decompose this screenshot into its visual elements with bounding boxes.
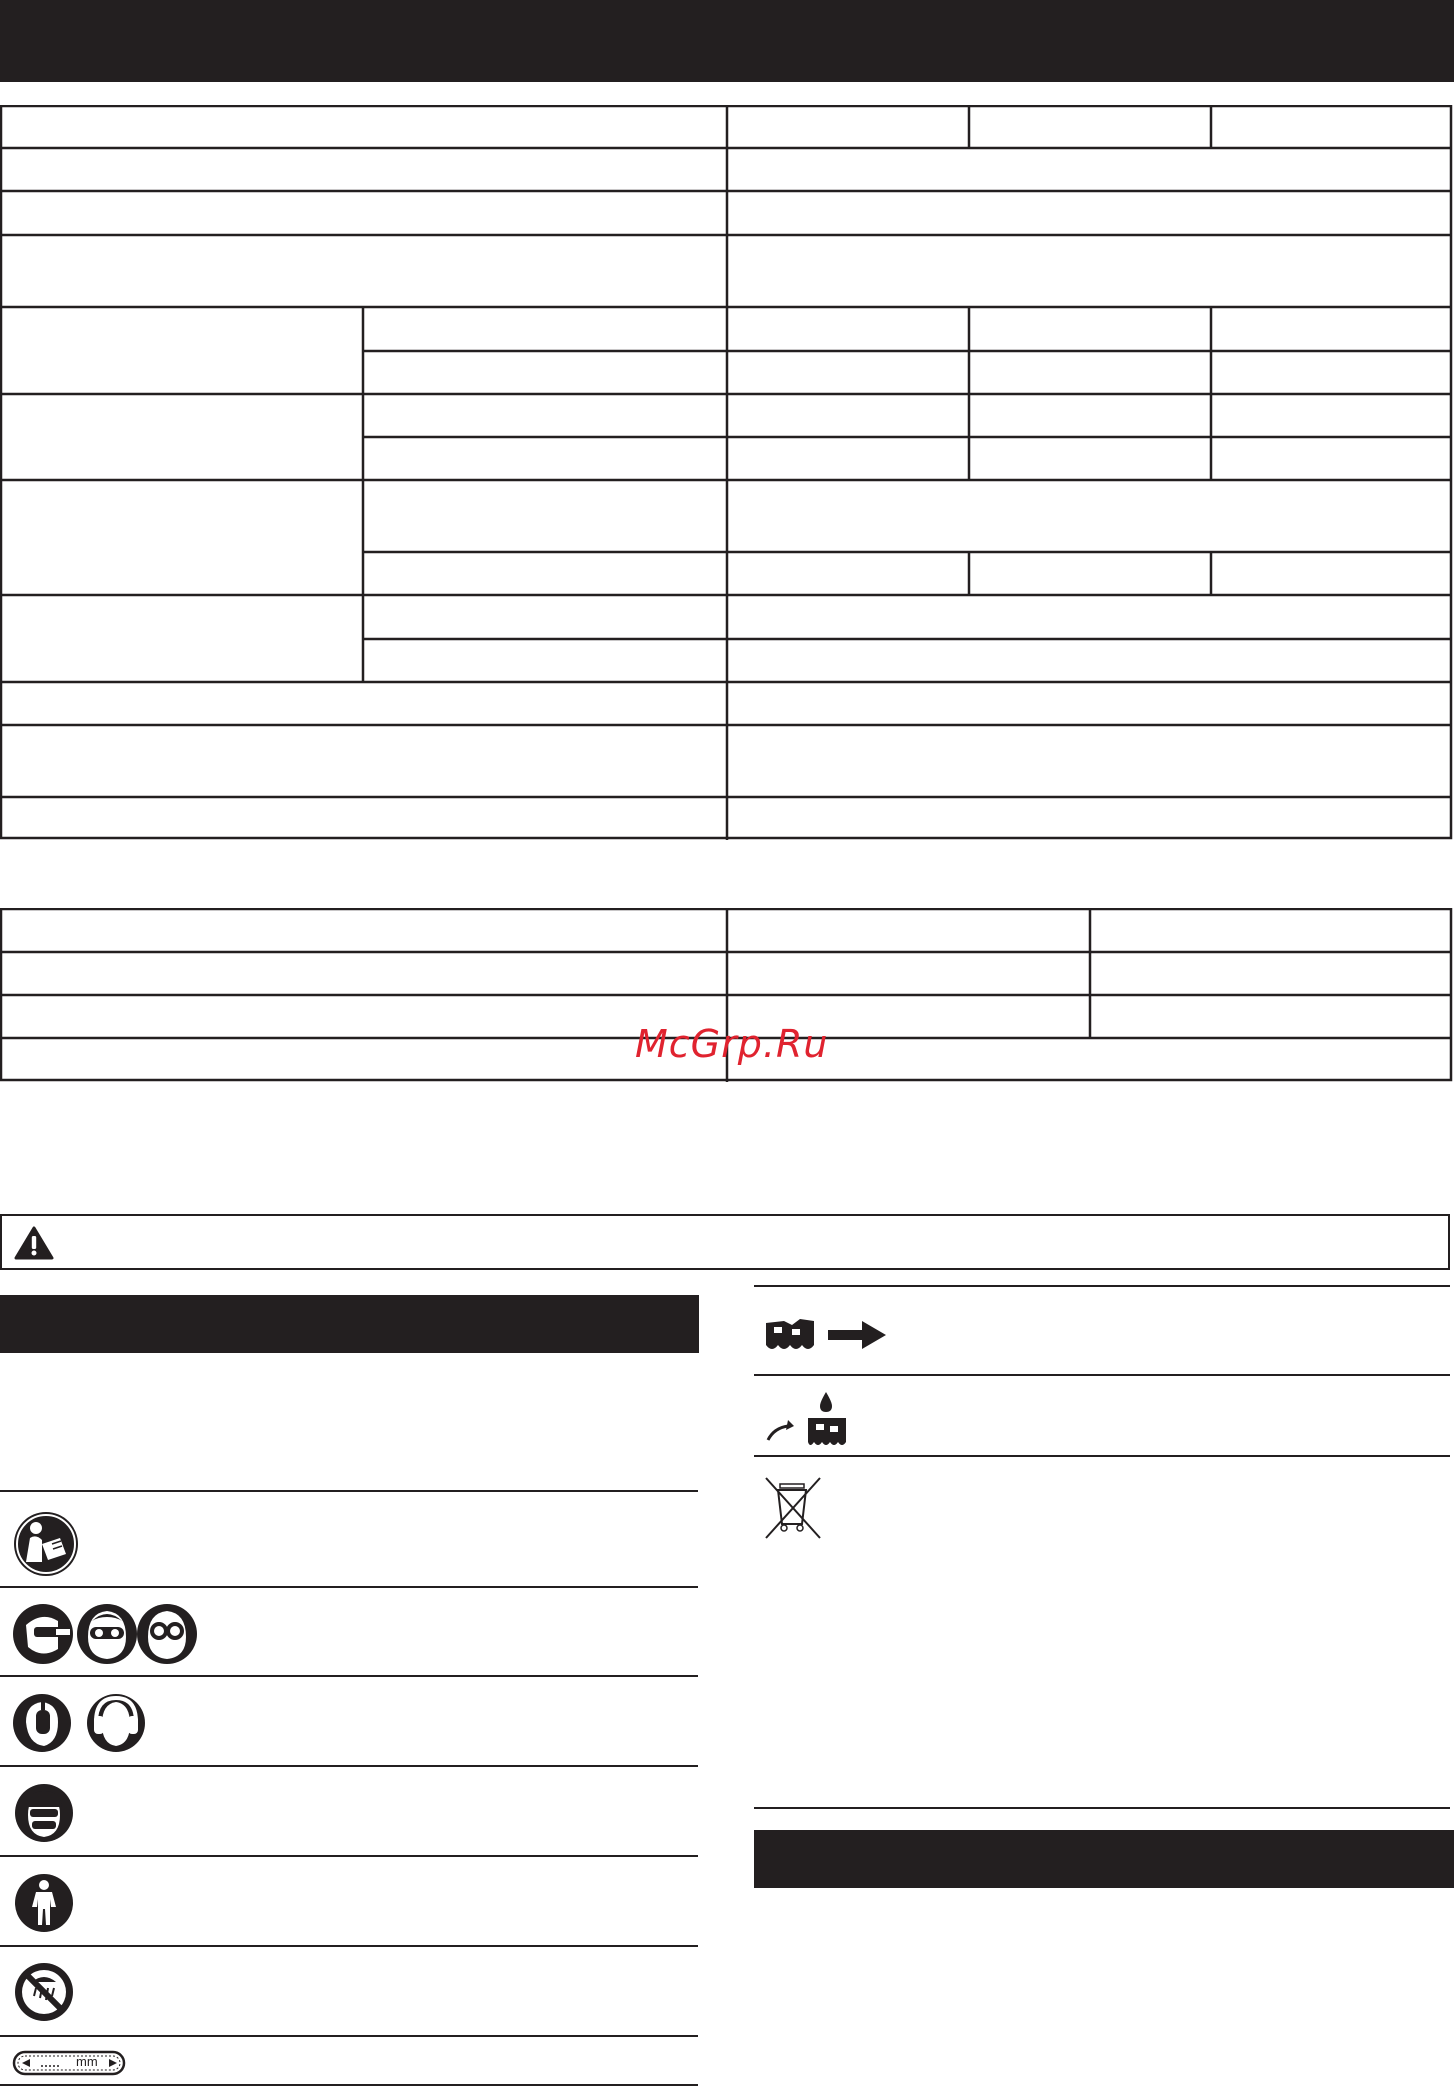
divider [754, 1807, 1450, 1809]
goggles-icon [77, 1604, 137, 1664]
specification-table [0, 105, 1454, 840]
bar-length-unit: mm [76, 2054, 98, 2069]
divider [0, 1765, 698, 1767]
weee-crossed-bin-icon [764, 1476, 822, 1540]
section-header-right [754, 1830, 1454, 1888]
ear-muffs-side-icon [13, 1694, 71, 1752]
divider [0, 1945, 698, 1947]
head-protection-icon [14, 1783, 74, 1843]
chain-direction-icon [764, 1315, 888, 1357]
bar-length-symbol [12, 2049, 127, 2082]
bar-length-icon [12, 2049, 127, 2077]
protective-clothing-icon [14, 1873, 74, 1933]
ear-muffs-front-icon [87, 1694, 145, 1752]
chain-oil-icon [764, 1390, 854, 1448]
eye-protection-icons [12, 1603, 200, 1665]
read-manual-icon [12, 1510, 80, 1578]
divider [0, 1675, 698, 1677]
face-shield-icon [13, 1604, 73, 1664]
divider [754, 1455, 1450, 1457]
no-rain-icon [14, 1962, 74, 2022]
divider [754, 1374, 1450, 1376]
warning-triangle-icon [14, 1226, 54, 1260]
divider [0, 1855, 698, 1857]
header-bar [0, 0, 1454, 82]
safety-glasses-icon [137, 1604, 197, 1664]
section-header-left [0, 1295, 699, 1353]
divider [0, 1586, 698, 1588]
divider [0, 1490, 698, 1492]
watermark: McGrp.Ru [635, 1022, 829, 1066]
divider [0, 2035, 698, 2037]
hearing-protection-icons [12, 1692, 148, 1754]
warning-box [0, 1214, 1450, 1270]
divider [0, 2084, 698, 2086]
divider [754, 1285, 1450, 1287]
